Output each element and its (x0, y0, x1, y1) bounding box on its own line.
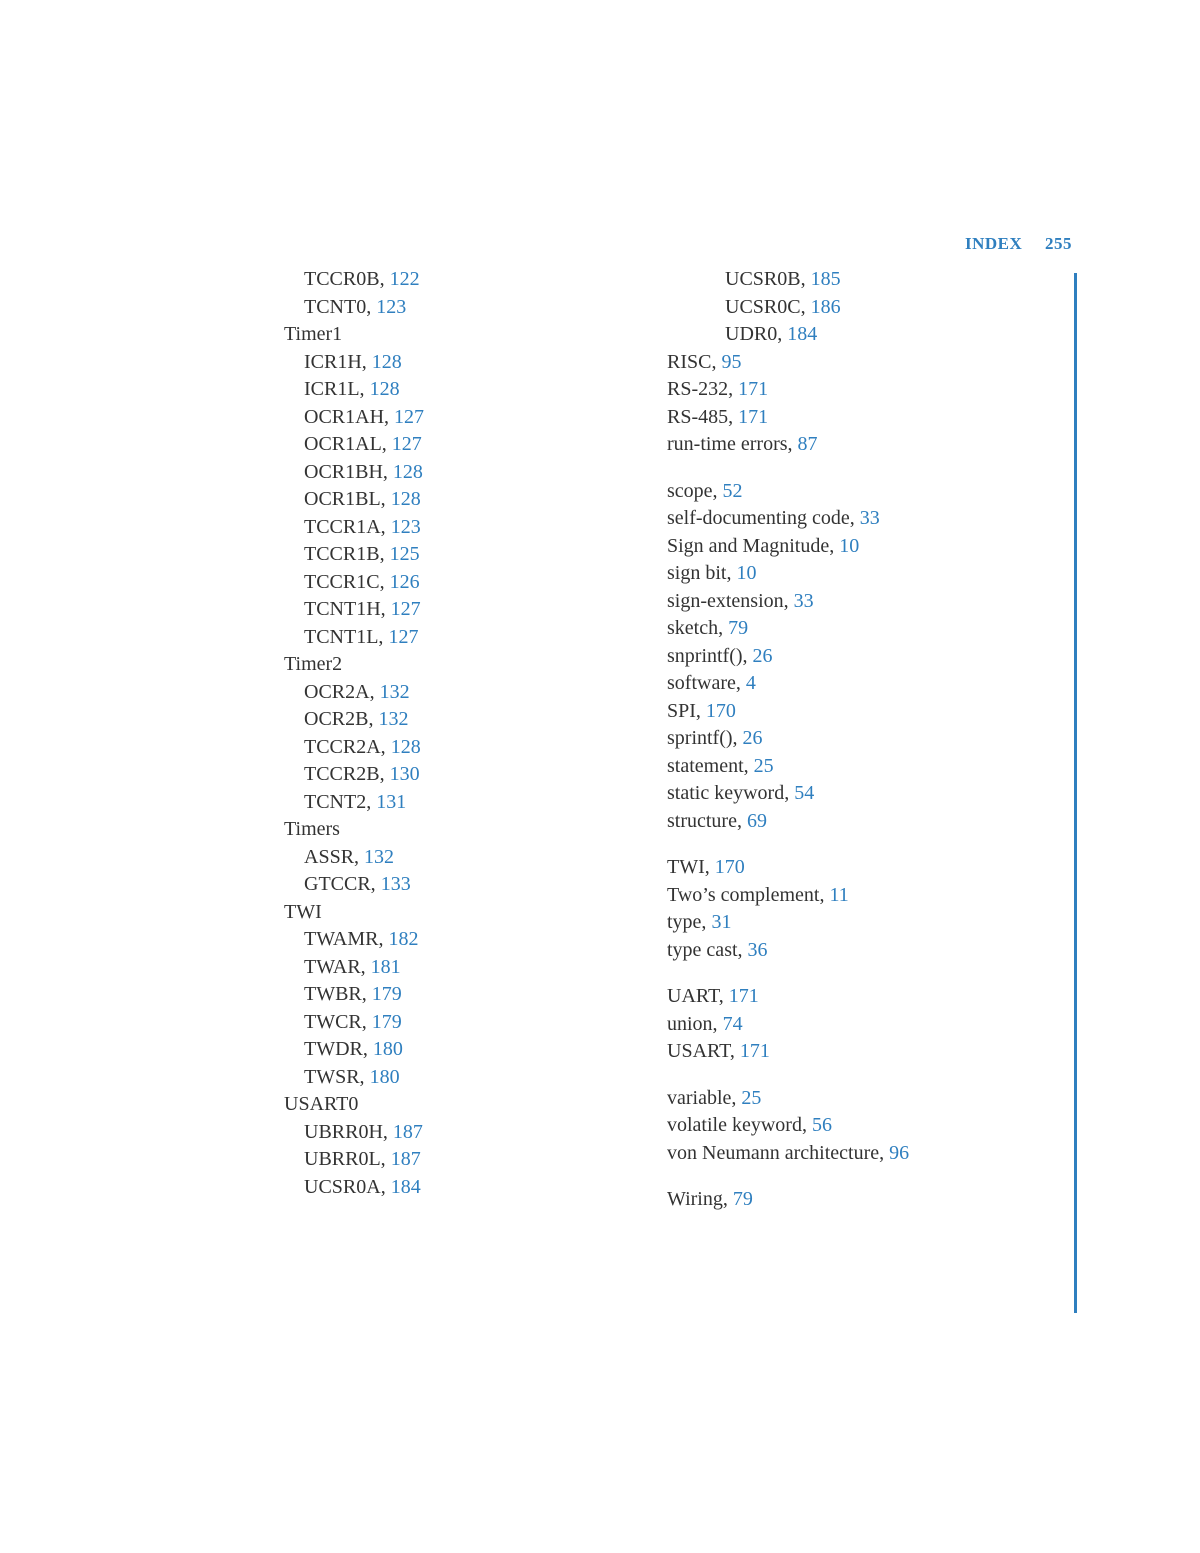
index-term: RISC, (667, 350, 722, 373)
index-term: TWCR, (304, 1010, 372, 1033)
index-entry (667, 780, 909, 808)
page-reference-link[interactable]: 187 (392, 1120, 423, 1143)
index-entry (284, 376, 424, 404)
header-title: INDEX (964, 234, 1023, 253)
index-entry (284, 1036, 424, 1064)
index-column-right (667, 266, 909, 1214)
index-term: RS-232, (667, 378, 739, 400)
page-reference-link[interactable]: 127 (394, 405, 425, 428)
index-term: software, (667, 672, 746, 694)
index-term: TCCR1C, (304, 570, 390, 593)
index-entry (284, 651, 424, 679)
page-reference-link[interactable]: 181 (370, 955, 401, 978)
index-term: TCNT2, (304, 790, 377, 813)
running-header (965, 234, 1072, 254)
index-entry (667, 643, 909, 671)
index-entry (667, 560, 909, 588)
index-term: UCSR0C, (725, 295, 811, 318)
page-reference-link[interactable]: 184 (390, 1175, 421, 1198)
index-entry (284, 899, 424, 927)
index-term: TWI, (667, 856, 715, 878)
index-term: TCNT1H, (304, 598, 391, 620)
index-entry (284, 266, 424, 294)
page-reference-link[interactable]: 26 (742, 727, 763, 749)
index-term: TWI (284, 900, 322, 923)
page-reference-link[interactable]: 10 (839, 534, 860, 557)
index-entry (667, 983, 909, 1011)
page-reference-link[interactable]: 171 (728, 985, 759, 1007)
index-entry (667, 349, 909, 377)
index-entry (284, 954, 424, 982)
page-reference-link[interactable]: 33 (793, 589, 814, 612)
index-term: sign bit, (667, 562, 737, 584)
page-reference-link[interactable]: 128 (390, 735, 421, 758)
index-term: self-documenting code, (667, 507, 860, 529)
page-reference-link[interactable]: 69 (746, 809, 767, 832)
index-entry (667, 854, 909, 882)
page-reference-link[interactable]: 74 (722, 1012, 743, 1035)
index-term: OCR2B, (304, 708, 379, 730)
index-entry (284, 1119, 424, 1147)
index-entry (667, 909, 909, 937)
index-entry (284, 679, 424, 707)
index-entry (667, 1140, 909, 1168)
page-reference-link[interactable]: 128 (392, 460, 423, 483)
index-term: scope, (667, 479, 723, 502)
index-term: RS-485, (667, 405, 739, 428)
page-reference-link[interactable]: 180 (372, 1038, 403, 1060)
index-term: ASSR, (304, 845, 365, 868)
page-reference-link[interactable]: 170 (705, 699, 736, 722)
index-entry (284, 789, 424, 817)
index-column-left (284, 266, 424, 1201)
index-term: TCNT1L, (304, 625, 389, 648)
margin-rule (1074, 273, 1077, 1313)
index-term: OCR1BH, (304, 460, 393, 483)
page-reference-link[interactable]: 96 (889, 1141, 910, 1164)
page-reference-link[interactable]: 33 (859, 507, 880, 529)
page-reference-link[interactable]: 179 (371, 983, 402, 1005)
index-entry (284, 1009, 424, 1037)
index-entry (667, 615, 909, 643)
index-entry (667, 266, 909, 294)
index-entry (284, 596, 424, 624)
index-term: TCCR1B, (304, 543, 390, 565)
index-entry (667, 478, 909, 506)
index-entry (284, 1091, 424, 1119)
page-reference-link[interactable]: 182 (388, 928, 419, 950)
index-term: OCR1BL, (304, 488, 391, 510)
index-term: USART, (667, 1040, 740, 1062)
index-term: TCCR1A, (304, 515, 391, 538)
index-entry (284, 706, 424, 734)
index-entry (284, 926, 424, 954)
index-term: Timer1 (284, 323, 343, 345)
index-term: TCCR2B, (304, 763, 390, 785)
index-term: TWAR, (304, 955, 371, 978)
index-entry (667, 588, 909, 616)
page-reference-link[interactable]: 31 (711, 911, 732, 933)
page-reference-link[interactable]: 127 (390, 598, 421, 620)
index-term: Sign and Magnitude, (667, 534, 840, 557)
page-reference-link[interactable]: 128 (369, 378, 400, 400)
index-entry (284, 981, 424, 1009)
index-term: structure, (667, 809, 747, 832)
index-entry (667, 1011, 909, 1039)
page-reference-link[interactable]: 4 (745, 672, 756, 694)
index-entry (667, 533, 909, 561)
page-reference-link[interactable]: 123 (390, 515, 421, 538)
index-entry (284, 1146, 424, 1174)
page-reference-link[interactable]: 187 (390, 1148, 421, 1170)
index-entry (284, 486, 424, 514)
index-term: union, (667, 1012, 723, 1035)
index-term: ICR1L, (304, 378, 370, 400)
index-term: ICR1H, (304, 350, 372, 373)
index-term: TWSR, (304, 1065, 370, 1088)
index-term: sketch, (667, 617, 729, 639)
index-entry (667, 670, 909, 698)
page-reference-link[interactable]: 179 (371, 1010, 402, 1033)
page-reference-link[interactable]: 10 (736, 562, 757, 584)
page-reference-link[interactable]: 128 (390, 488, 421, 510)
index-term: TWDR, (304, 1038, 373, 1060)
page-reference-link[interactable]: 130 (389, 763, 420, 785)
index-entry (284, 349, 424, 377)
index-entry (667, 808, 909, 836)
page-reference-link[interactable]: 132 (378, 708, 409, 730)
index-entry (667, 753, 909, 781)
index-term: TWAMR, (304, 928, 389, 950)
index-term: volatile keyword, (667, 1114, 812, 1136)
index-term: OCR1AL, (304, 433, 392, 455)
index-term: statement, (667, 754, 754, 777)
page-reference-link[interactable]: 127 (388, 625, 419, 648)
page-reference-link[interactable]: 25 (753, 754, 774, 777)
page-reference-link[interactable]: 185 (810, 268, 841, 290)
index-term: GTCCR, (304, 873, 381, 895)
page-reference-link[interactable]: 170 (714, 856, 745, 878)
page-reference-link[interactable]: 131 (376, 790, 407, 813)
index-term: UBRR0L, (304, 1148, 391, 1170)
index-entry (667, 321, 909, 349)
page-reference-link[interactable]: 122 (389, 268, 420, 290)
page-reference-link[interactable]: 171 (738, 378, 769, 400)
index-entry (284, 431, 424, 459)
page-reference-link[interactable]: 79 (732, 1188, 753, 1210)
index-entry (667, 505, 909, 533)
index-term: TCNT0, (304, 295, 377, 318)
page-reference-link[interactable]: 52 (722, 479, 743, 502)
page-reference-link[interactable]: 127 (391, 433, 422, 455)
index-term: type, (667, 911, 712, 933)
index-entry (284, 871, 424, 899)
index-term: UCSR0B, (725, 268, 811, 290)
index-term: variable, (667, 1086, 742, 1109)
index-term: run-time errors, (667, 433, 798, 455)
page-reference-link[interactable]: 25 (741, 1086, 762, 1109)
index-term: UCSR0A, (304, 1175, 391, 1198)
index-entry (667, 725, 909, 753)
page-reference-link[interactable]: 125 (389, 543, 420, 565)
index-entry (284, 321, 424, 349)
index-term: SPI, (667, 699, 706, 722)
index-entry (667, 404, 909, 432)
page-reference-link[interactable]: 186 (810, 295, 841, 318)
index-term: Two’s complement, (667, 883, 830, 906)
page-reference-link[interactable]: 54 (794, 782, 815, 804)
page-reference-link[interactable]: 171 (739, 1040, 770, 1062)
index-entry (284, 1064, 424, 1092)
index-term: von Neumann architecture, (667, 1141, 890, 1164)
page-reference-link[interactable]: 26 (752, 644, 773, 667)
index-term: OCR1AH, (304, 405, 395, 428)
index-entry (667, 376, 909, 404)
page-reference-link[interactable]: 133 (380, 873, 411, 895)
index-term: TCCR0B, (304, 268, 390, 290)
index-entry (284, 761, 424, 789)
page-reference-link[interactable]: 180 (369, 1065, 400, 1088)
index-term: static keyword, (667, 782, 795, 804)
index-entry (284, 294, 424, 322)
index-entry (667, 1085, 909, 1113)
index-entry (667, 882, 909, 910)
page-reference-link[interactable]: 132 (364, 845, 395, 868)
page-reference-link[interactable]: 56 (811, 1114, 832, 1136)
index-entry (284, 541, 424, 569)
index-entry (284, 514, 424, 542)
index-term: UDR0, (725, 323, 788, 345)
index-term: sprintf(), (667, 727, 743, 749)
index-entry (667, 294, 909, 322)
index-term: Timer2 (284, 653, 343, 675)
index-entry (284, 844, 424, 872)
page-reference-link[interactable]: 95 (721, 350, 742, 373)
index-term: Wiring, (667, 1188, 733, 1210)
index-term: UART, (667, 985, 729, 1007)
index-entry (284, 459, 424, 487)
index-entry (284, 404, 424, 432)
index-entry (284, 816, 424, 844)
index-term: OCR2A, (304, 680, 380, 703)
index-term: Timers (284, 818, 340, 840)
index-entry (284, 1174, 424, 1202)
index-term: USART0 (284, 1093, 359, 1115)
index-term: UBRR0H, (304, 1120, 393, 1143)
page-reference-link[interactable]: 36 (747, 938, 768, 961)
page-reference-link[interactable]: 79 (728, 617, 749, 639)
index-entry (667, 698, 909, 726)
page-reference-link[interactable]: 128 (371, 350, 402, 373)
page-reference-link[interactable]: 184 (787, 323, 818, 345)
page-reference-link[interactable]: 132 (379, 680, 410, 703)
index-entry (667, 431, 909, 459)
index-term: TCCR2A, (304, 735, 391, 758)
page-reference-link[interactable]: 126 (389, 570, 420, 593)
index-entry (284, 624, 424, 652)
index-entry (284, 569, 424, 597)
index-entry (667, 1038, 909, 1066)
index-term: sign-extension, (667, 589, 794, 612)
page-reference-link[interactable]: 123 (376, 295, 407, 318)
header-page-number: 255 (1045, 234, 1072, 253)
index-entry (667, 937, 909, 965)
index-term: type cast, (667, 938, 748, 961)
page-reference-link[interactable]: 87 (797, 433, 818, 455)
index-entry (667, 1186, 909, 1214)
index-term: snprintf(), (667, 644, 753, 667)
index-entry (667, 1112, 909, 1140)
index-term: TWBR, (304, 983, 372, 1005)
page-reference-link[interactable]: 11 (829, 883, 849, 906)
page-reference-link[interactable]: 171 (738, 405, 769, 428)
index-entry (284, 734, 424, 762)
